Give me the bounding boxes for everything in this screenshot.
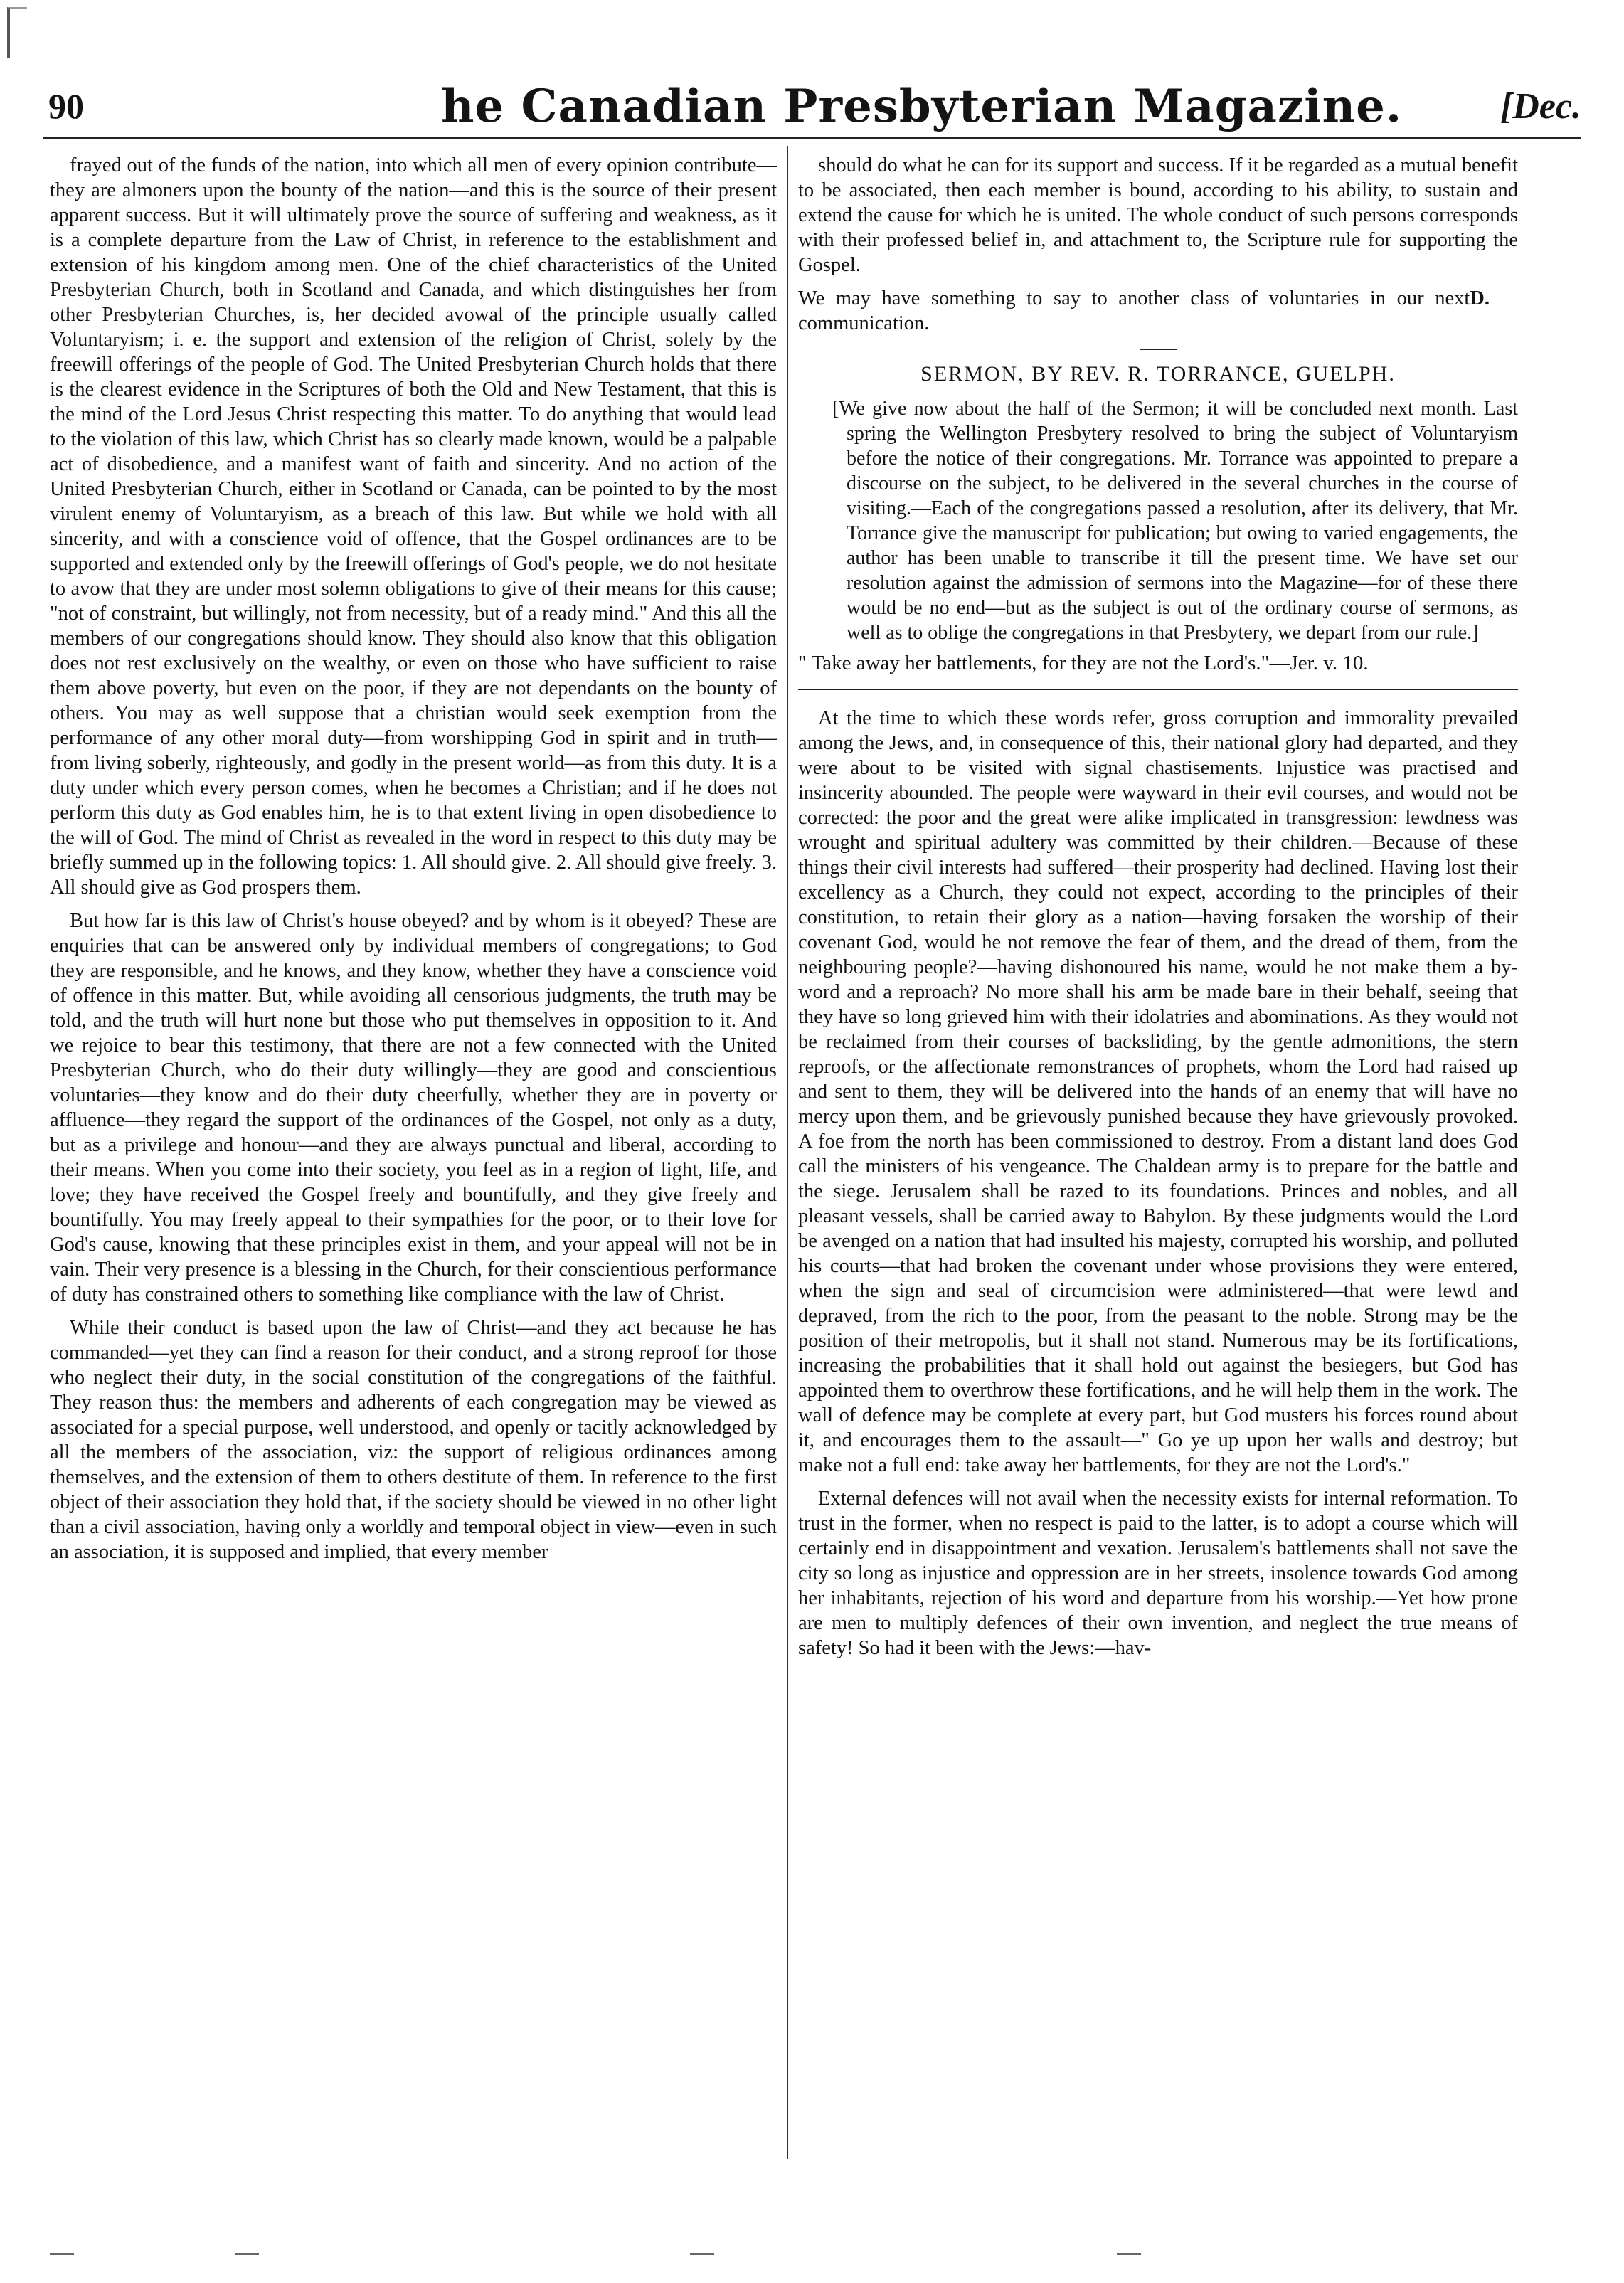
header-rule: [43, 137, 1581, 139]
page-number: 90: [48, 86, 84, 126]
left-paragraph: While their conduct is based upon the law of Christ—and they act because he has commanded—yet they can find a reason for their conduct, and a strong reproof for those who neglect their duty, in the social constitution of the congregations of the faithful. They reason thus: the members and adherents of each congregation may be viewed as associated for a special purpose, well understood, and openly or tacitly acknowledged by all the members of the association, viz: the support of religious ordinances among themselves, and the extension of them to others destitute of them. In reference to the first object of their association they hold that, if the society should be viewed in no other light than a civil association, having only a worldly and temporal object in view—even in such an association, it is supposed and implied, that every member: [50, 1317, 777, 1563]
footer-mark: [690, 2253, 714, 2255]
article-signoff: [798, 286, 1518, 336]
page-edge-mark: [7, 7, 27, 58]
footer-marks: [50, 2240, 1574, 2255]
article-continuation: should do what he can for its support and success. If it be regarded as a mutual benefit to be associated, then each member is bound, according to his ability, to sustain and extend the cause for which he is united. The whole conduct of such persons corresponds with their professed belief in, and attachment to, the Scripture rule for supporting the Gospel.: [798, 154, 1518, 276]
sermon-paragraph: At the time to which these words refer, gross corruption and immorality prevailed among the Jews, and, in consequence of this, their national glory had departed, and they were about to be visited with signal chastisements. Injustice was practised and insincerity abounded. The people were wayward in their evil courses, and would not be corrected: the poor and the great were alike implicated in transgression: lewdness was wrought and spiritual adultery was committed by their children.—Because of these things their civil interests had suffered—their prosperity had declined. Having lost their excellency as a Church, they could not expect, according to the principles of their constitution, to retain their glory as a nation—having forsaken the worship of their covenant God, would he not remove the fear of them, and the dread of them, from the neighbouring people?—having dishonoured his name, would he not make them a by-word and a reproach? No more shall his arm be made bare in their behalf, seeing that they have so long grieved him with their idolatries and abominations. As they would not be reclaimed from their courses of backsliding, by the gentle admonitions, the stern reproofs, or the affectionate remonstrances of prophets, whom the Lord had raised up and sent to them, they will be delivered into the hands of an enemy that will have no mercy upon them, and be grievously punished because they have grievously provoked. A foe from the north has been commissioned to destroy. From a distant land does God call the ministers of his vengeance. The Chaldean army is to prepare for the battle and the siege. Jerusalem shall be razed to its foundations. Princes and nobles, and all pleasant vessels, shall be carried away to Babylon. By these judgments would the Lord be avenged on a nation that had insulted his majesty, corrupted his worship, and polluted his courts—that had broken the covenant under whose provisions they were entered, when the sign and seal of circumcision were administered—that were lewd and depraved, from the rich to the poor, from the peasant to the noble. Strong may be the position of their metropolis, but it shall not stand. Numerous may be its fortifications, increasing the probabilities that it shall hold out against the besiegers, but God has appointed them to overthrow these fortifications, and he will help them in the work. The wall of defence may be complete at every part, but God musters his forces round about it, and encourages them to the assault—" Go ye up upon her walls and destroy; but make not a full end: take away her battlements, for they are not the Lord's.": [798, 707, 1518, 1476]
left-column: [50, 153, 777, 1573]
section-rule: [1140, 349, 1177, 350]
author-signature: D.: [1470, 287, 1490, 309]
page-header: [43, 65, 1581, 133]
right-column: [798, 153, 1518, 1669]
column-divider: [787, 146, 788, 2159]
editor-note: [We give now about the half of the Sermon; it will be concluded next month. Last spring the Wellington Presbytery resolved to bring the subject of Voluntaryism before the notice of their congregations. Mr. Torrance was appointed to prepare a discourse on the subject, to be delivered in the several churches in the course of visiting.—Each of the congregations passed a resolution, after its delivery, that Mr. Torrance give the manuscript for publication; but owing to varied engagements, the author has been unable to transcribe it till the present time. We have set our resolution against the admission of sermons into the Magazine—for of these there would be no end—but as the subject is out of the ordinary course of sermons, as well as to oblige the congregations in that Presbytery, we depart from our rule.]: [832, 398, 1518, 644]
sermon-rule: [798, 689, 1518, 690]
left-paragraph: frayed out of the funds of the nation, into which all men of every opinion contribute—they are almoners upon the bounty of the nation—and this is the source of their present apparent success. But it will ultimately prove the source of suffering and weakness, as it is a complete departure from the Law of Christ, in reference to the establishment and extension of his kingdom among men. One of the chief characteristics of the United Presbyterian Church, both in Scotland and Canada, and which distinguishes her from other Presbyterian Churches, is, her decided avowal of the principle usually called Voluntaryism; i. e. the support and extension of the religion of Christ, solely by the freewill offerings of the people of God. The United Presbyterian Church holds that there is the clearest evidence in the Scriptures of both the Old and New Testament, that this is the mind of the Lord Jesus Christ respecting this matter. To do anything that would lead to the violation of this law, which Christ has so clearly made known, would be a palpable act of disobedience, and a manifest want of faith and sincerity. And no action of the United Presbyterian Church, either in Scotland or Canada, can be pointed to by the most virulent enemy of Voluntaryism, as a breach of this law. But while we hold with all sincerity, and with a conscience void of offence, that the Gospel ordinances are to be supported and extended only by the freewill offerings of God's people, we do not hesitate to avow that they are under most solemn obligations to give of their means for this cause; "not of constraint, but willingly, not from necessity, but of a ready mind." And this all the members of our congregations should know. They should also know that this obligation does not rest exclusively on the wealthy, or even on those who have sufficient to raise them above poverty, but even on the poor, if they are not dependants on the bounty of others. You may as well suppose that a christian would seek exemption from the performance of any other moral duty—from worshipping God in spirit and in truth—from living soberly, righteously, and godly in the present world—as from this duty. It is a duty under which every person comes, when he becomes a Christian; and if he does not perform this duty as God enables him, he is to that extent living in open disobedience to the will of God. The mind of Christ as revealed in the word in respect to this duty may be briefly summed up in the following topics: 1. All should give. 2. All should give freely. 3. All should give as God prospers them.: [50, 154, 777, 899]
footer-mark: [1117, 2253, 1141, 2255]
footer-mark: [235, 2253, 259, 2255]
closing-line: We may have something to say to another class of voluntaries in our next communication.: [798, 287, 1470, 334]
left-paragraph: But how far is this law of Christ's house obeyed? and by whom is it obeyed? These are enquiries that can be answered only by individual members of congregations; to God they are responsible, and he knows, and they know, whether they have a conscience void of offence in this matter. But, while avoiding all censorious judgments, the truth may be told, and the truth will hurt none but those who put themselves in opposition to it. And we rejoice to bear this testimony, that there are not a few connected with the United Presbyterian Church, who do their duty willingly—they are good and conscientious voluntaries—they know and do their duty cheerfully, whether they are in poverty or affluence—they regard the support of the ordinances of the Gospel, not only as a duty, but as a privilege and honour—and they are always punctual and liberal, according to their means. When you come into their society, you feel as in a region of light, life, and love; they have received the Gospel freely and bountifully, and they give freely and bountifully. You may freely appeal to their sympathies for the poor, or to their love for God's cause, knowing that these principles exist in them, and your appeal will not be in vain. Their very presence is a blessing in the Church, for their conscientious performance of duty has constrained others to something like compliance with the law of Christ.: [50, 910, 777, 1305]
footer-mark: [50, 2253, 74, 2255]
sermon-heading: SERMON, BY REV. R. TORRANCE, GUELPH.: [920, 362, 1396, 386]
magazine-title: he Canadian Presbyterian Magazine.: [441, 80, 1403, 133]
scripture-epigraph: " Take away her battlements, for they are not the Lord's."—Jer. v. 10.: [798, 652, 1369, 674]
issue-month: [Dec.: [1500, 86, 1581, 127]
sermon-paragraph: External defences will not avail when the necessity exists for internal reformation. To trust in the former, when no respect is paid to the latter, is to adopt a course which will certainly end in disappointment and vexation. Jerusalem's battlements shall not save the city so long as injustice and oppression are in her streets, insolence towards God among her inhabitants, rejection of his word and departure from his worship.—Yet how prone are men to multiply defences of their own invention, and neglect the true means of safety! So had it been with the Jews:—hav-: [798, 1488, 1518, 1659]
